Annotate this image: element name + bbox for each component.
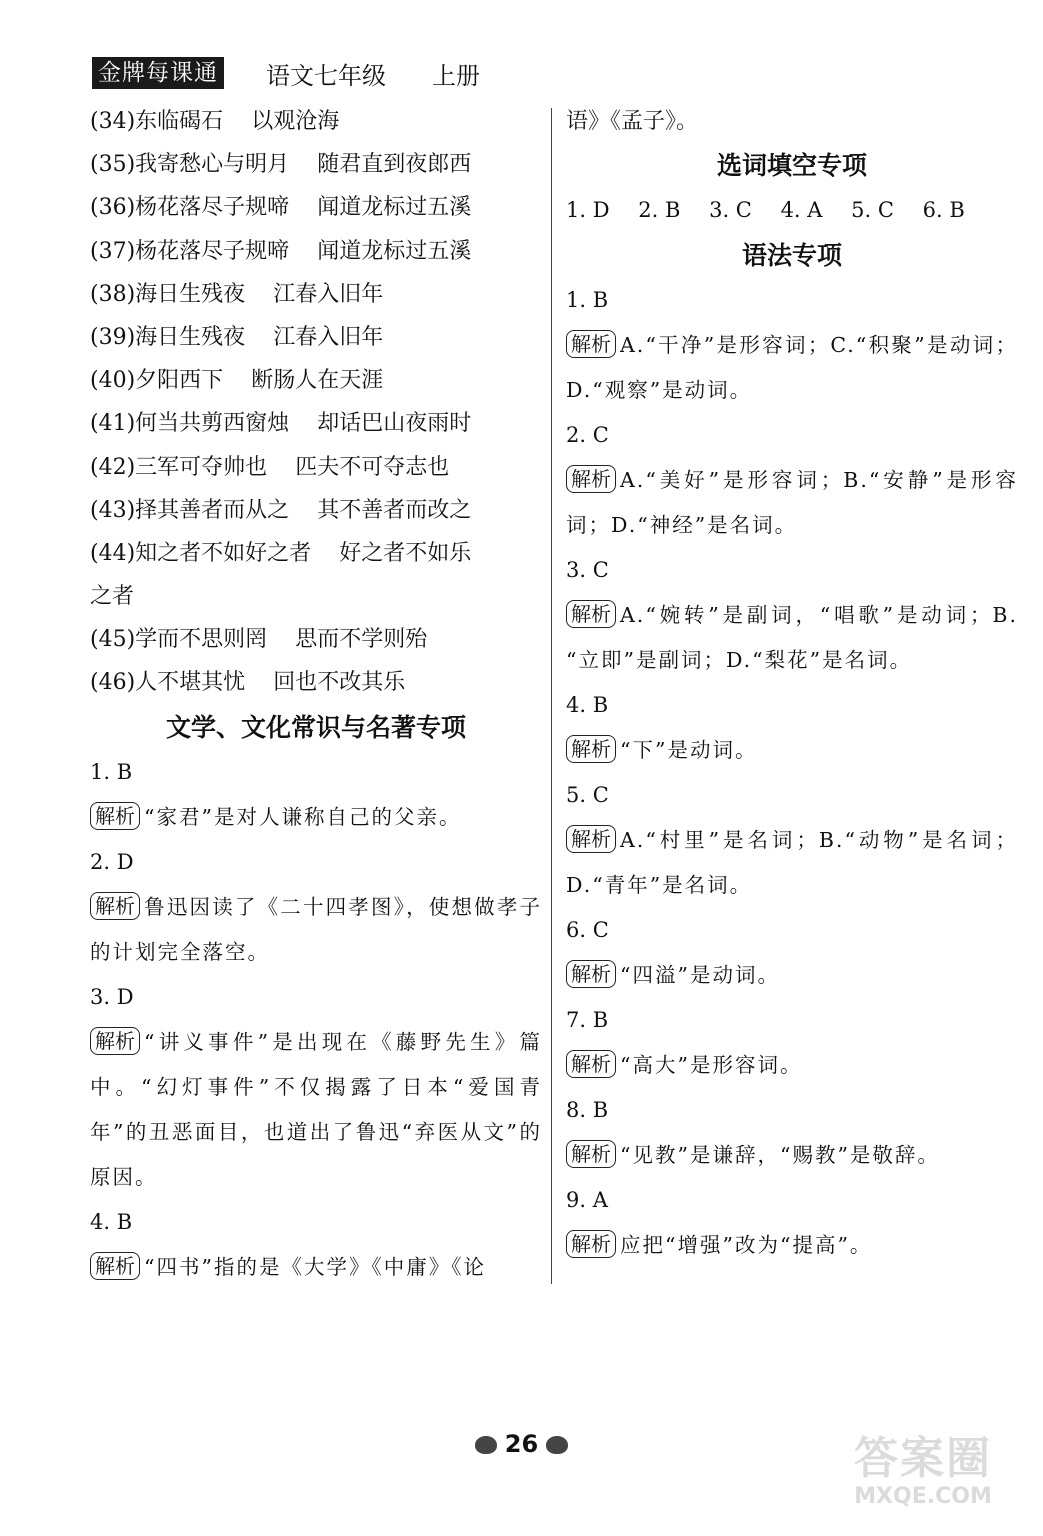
analysis-tag: 解析 bbox=[566, 600, 616, 628]
explanation: 解析 “讲义事件”是出现在《藤野先生》篇中。“幻灯事件”不仅揭露了日本“爱国青年”的丑恶面目，也道出了鲁迅“弃医从文”的原因。 bbox=[90, 1028, 542, 1189]
poem-line: (45)学而不思则罔 思而不学则殆 bbox=[90, 627, 428, 653]
analysis-tag: 解析 bbox=[566, 330, 616, 358]
poem-line: (37)杨花落尽子规啼 闻道龙标过五溪 bbox=[90, 238, 472, 264]
explanation: 解析 A.“干净”是形容词；C.“积聚”是动词；D.“观察”是动词。 bbox=[566, 332, 1018, 403]
analysis-tag: 解析 bbox=[90, 1252, 140, 1280]
poem-line: (34)东临碣石 以观沧海 bbox=[90, 109, 340, 134]
analysis-tag: 解析 bbox=[90, 1027, 140, 1055]
explanation: 解析 A.“村里”是名词；B.“动物”是名词；D.“青年”是名词。 bbox=[566, 827, 1018, 898]
leaf-left-icon bbox=[475, 1436, 497, 1454]
poem-line: (39)海日生残夜 江春入旧年 bbox=[90, 324, 384, 350]
explanation: 解析 “见教”是谦辞，“赐教”是敬辞。 bbox=[566, 1133, 1018, 1178]
explanation: 解析 “高大”是形容词。 bbox=[566, 1043, 1018, 1088]
answer-item: 2. D bbox=[90, 849, 134, 874]
mc-answer: 5. C bbox=[851, 198, 894, 223]
section-title-literature: 文学、文化常识与名著专项 bbox=[165, 712, 466, 742]
explanation: 解析 “四溢”是动词。 bbox=[566, 953, 1018, 998]
left-column bbox=[90, 100, 542, 1290]
explanation: 解析 A.“美好”是形容词；B.“安静”是形容词；D.“神经”是名词。 bbox=[566, 467, 1018, 538]
explanation: 解析 “家君”是对人谦称自己的父亲。 bbox=[90, 795, 542, 840]
page-header bbox=[92, 56, 480, 90]
analysis-tag: 解析 bbox=[566, 465, 616, 493]
section-title-grammar: 语法专项 bbox=[741, 241, 842, 271]
watermark-url: MXQE.COM bbox=[854, 1484, 992, 1509]
watermark-logo bbox=[833, 1434, 1013, 1514]
analysis-tag: 解析 bbox=[566, 825, 616, 853]
poem-line: (40)夕阳西下 断肠人在天涯 bbox=[90, 368, 384, 394]
volume-label: 上册 bbox=[432, 61, 480, 90]
answer-item: 6. C bbox=[566, 918, 609, 943]
analysis-tag: 解析 bbox=[566, 735, 616, 763]
answer-item: 2. C bbox=[566, 423, 609, 448]
poem-line: (46)人不堪其忧 回也不改其乐 bbox=[90, 670, 406, 696]
brand-label: 金牌每课通 bbox=[92, 57, 224, 89]
poem-line: (41)何当共剪西窗烛 却话巴山夜雨时 bbox=[90, 411, 472, 437]
mc-answer: 1. D bbox=[566, 198, 610, 223]
mc-answer: 4. A bbox=[780, 198, 823, 223]
explanation: 解析 A.“婉转”是副词，“唱歌”是动词；B. “立即”是副词；D.“梨花”是名词。 bbox=[566, 602, 1018, 673]
continuation-line: 语》《孟子》。 bbox=[566, 109, 699, 134]
poem-line: (35)我寄愁心与明月 随君直到夜郎西 bbox=[90, 152, 472, 178]
analysis-tag: 解析 bbox=[566, 960, 616, 988]
answer-item: 4. B bbox=[90, 1209, 133, 1234]
answer-item: 7. B bbox=[566, 1008, 609, 1033]
analysis-tag: 解析 bbox=[566, 1230, 616, 1258]
poem-line-continuation: 之者 bbox=[90, 584, 135, 610]
analysis-tag: 解析 bbox=[566, 1050, 616, 1078]
analysis-tag: 解析 bbox=[566, 1140, 616, 1168]
column-divider bbox=[551, 108, 552, 1284]
poem-line: (42)三军可夺帅也 匹夫不可夺志也 bbox=[90, 454, 450, 480]
answer-item: 1. B bbox=[566, 288, 609, 313]
explanation: 解析 “四书”指的是《大学》《中庸》《论 bbox=[90, 1245, 542, 1290]
answer-item: 3. D bbox=[90, 984, 134, 1009]
answer-item: 8. B bbox=[566, 1098, 609, 1123]
analysis-tag: 解析 bbox=[90, 802, 140, 830]
mc-answer: 6. B bbox=[922, 198, 965, 223]
subject-label: 语文七年级 bbox=[266, 61, 386, 90]
section-title-word-choice: 选词填空专项 bbox=[716, 151, 867, 181]
answer-item: 1. B bbox=[90, 759, 133, 784]
explanation: 解析 鲁迅因读了《二十四孝图》，使想做孝子的计划完全落空。 bbox=[90, 893, 542, 964]
word-choice-answers bbox=[566, 188, 1018, 233]
leaf-right-icon bbox=[546, 1436, 568, 1454]
page-number: 26 bbox=[504, 1430, 539, 1458]
watermark-text: 答案圈 bbox=[854, 1433, 992, 1484]
explanation: 解析 应把“增强”改为“提高”。 bbox=[566, 1223, 1018, 1268]
mc-answer: 2. B bbox=[638, 198, 681, 223]
poem-line: (44)知之者不如好之者 好之者不如乐 bbox=[90, 540, 472, 566]
explanation: 解析 “下”是动词。 bbox=[566, 728, 1018, 773]
answer-item: 4. B bbox=[566, 693, 609, 718]
poem-line: (38)海日生残夜 江春入旧年 bbox=[90, 281, 384, 307]
answer-item: 5. C bbox=[566, 783, 609, 808]
analysis-tag: 解析 bbox=[90, 892, 140, 920]
poem-line: (43)择其善者而从之 其不善者而改之 bbox=[90, 497, 472, 523]
right-column bbox=[566, 100, 1018, 1268]
answer-item: 9. A bbox=[566, 1188, 608, 1213]
answer-item: 3. C bbox=[566, 558, 609, 583]
poem-line: (36)杨花落尽子规啼 闻道龙标过五溪 bbox=[90, 195, 472, 221]
mc-answer: 3. C bbox=[709, 198, 752, 223]
